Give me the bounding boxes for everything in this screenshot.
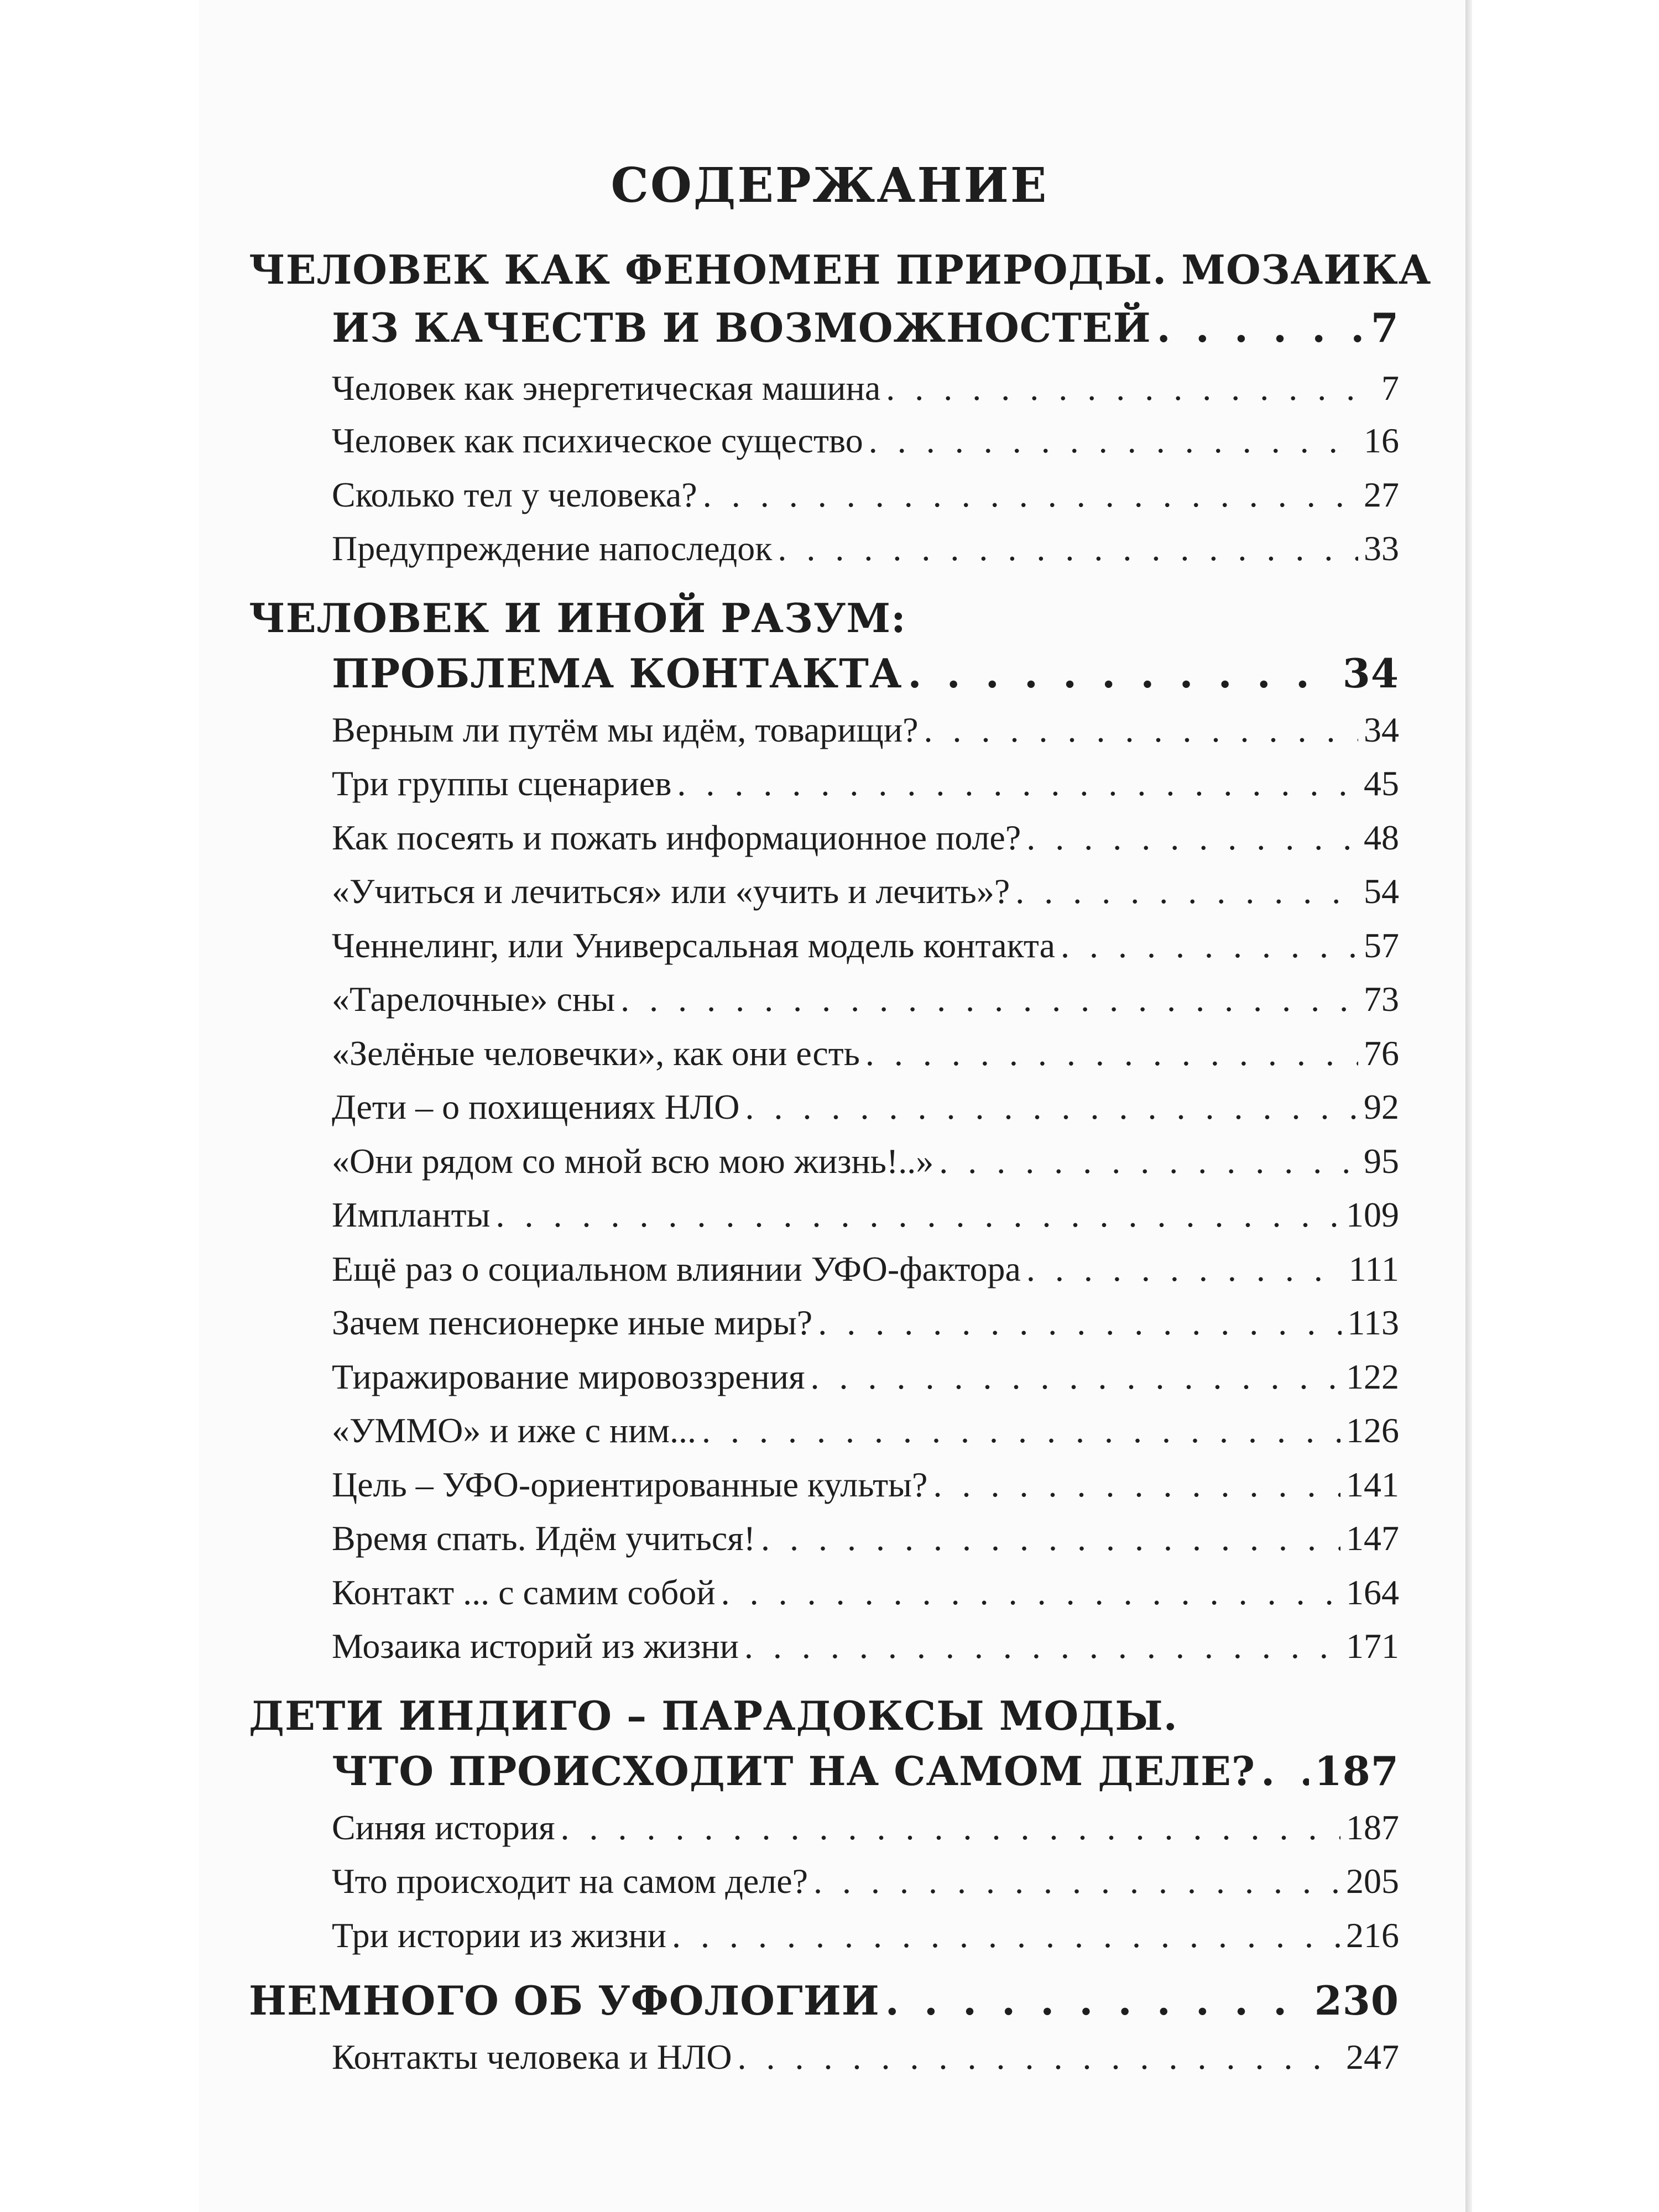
toc-entry [332,1464,1399,1505]
toc-entry-page: 34 [1364,710,1399,749]
dot-leader [738,2037,1340,2078]
dot-leader [1261,1747,1309,1794]
chapter-2-title-line1 [249,594,1399,641]
toc-entry [332,2037,1399,2078]
toc-entry-title: Мозаика историй из жизни [332,1626,739,1666]
toc-entry-title: Время спать. Идём учиться! [332,1519,756,1558]
toc-entry-page: 122 [1346,1357,1399,1396]
toc-entry-page: 73 [1364,979,1399,1019]
toc-entry [332,709,1399,750]
dot-leader [496,1194,1340,1235]
toc-entry-title: Верным ли путём мы идём, товарищи? [332,710,919,749]
toc-entry-title: «Зелёные человечки», как они есть [332,1034,860,1073]
dot-leader [745,1087,1358,1128]
toc-entry-page: 126 [1346,1411,1399,1450]
toc-entry-title: Что происходит на самом деле? [332,1861,808,1901]
toc-entry [332,528,1399,569]
toc-entry-title: Синяя история [332,1808,555,1847]
toc-entry [332,925,1399,966]
toc-entry [332,1915,1399,1956]
dot-leader [561,1807,1340,1848]
toc-entry-title: Человек как энергетическая машина [332,368,881,408]
toc-entry-page: 7 [1381,368,1399,408]
toc-entry-page: 33 [1364,529,1399,568]
toc-entry-page: 48 [1364,818,1399,857]
dot-leader [721,1572,1340,1613]
toc-entry-chapter-1 [332,304,1399,351]
toc-entry-page: 111 [1348,1249,1399,1288]
dot-leader [620,979,1358,1020]
toc-entry-title: «Учиться и лечиться» или «учить и лечить»? [332,872,1010,911]
dot-leader [1026,817,1358,858]
toc-entry [332,1194,1399,1235]
toc-entry-title: ЧЕЛОВЕК И ИНОЙ РАЗУМ: [249,594,906,641]
dot-leader [939,1141,1358,1182]
toc-entry-page: 164 [1346,1573,1399,1612]
toc-entry [332,1033,1399,1074]
dot-leader [1157,304,1365,351]
toc-entry-title: ДЕТИ ИНДИГО – ПАРАДОКСЫ МОДЫ. [249,1692,1178,1739]
toc-entry-title: Ещё раз о социальном влиянии УФО-фактора [332,1249,1021,1288]
toc-entry [332,474,1399,515]
toc-entry [332,1410,1399,1451]
toc-entry [332,979,1399,1020]
chapter-1-title-line1 [249,246,1432,293]
toc-entry-page: 45 [1364,764,1399,803]
toc-entry-title: «Они рядом со мной всю мою жизнь!..» [332,1141,934,1181]
dot-leader [778,528,1358,569]
toc-entry-title: Импланты [332,1195,491,1234]
toc-entry [332,1249,1399,1290]
toc-entry-title: Цель – УФО-ориентированные культы? [332,1465,928,1504]
toc-entry [332,1861,1399,1902]
dot-leader [818,1302,1342,1343]
dot-leader [924,709,1358,750]
toc-entry-chapter-4 [249,1977,1399,2024]
toc-entry-title: ИЗ КАЧЕСТВ И ВОЗМОЖНОСТЕЙ [332,304,1151,351]
toc-entry-title: Сколько тел у человека? [332,475,697,514]
toc-entry-title: Зачем пенсионерке иные миры? [332,1303,813,1342]
toc-entry [332,817,1399,858]
dot-leader [885,1977,1309,2024]
toc-entry-title: Контакты человека и НЛО [332,2037,732,2077]
toc-entry-title: Человек как психическое существо [332,421,863,460]
toc-entry-page: 187 [1346,1808,1399,1847]
page-title: СОДЕРЖАНИЕ [611,158,1048,213]
toc-entry-page: 95 [1364,1141,1399,1181]
toc-entry-page: 187 [1314,1747,1399,1794]
toc-entry-page: 205 [1346,1861,1399,1901]
toc-entry-page: 247 [1346,2037,1399,2077]
toc-entry [332,871,1399,912]
toc-entry-title: НЕМНОГО ОБ УФОЛОГИИ [249,1977,880,2024]
toc-entry-title: ЧЕЛОВЕК КАК ФЕНОМЕН ПРИРОДЫ. МОЗАИКА [249,246,1432,293]
toc-entry-page: 216 [1346,1916,1399,1955]
toc-entry-title: Дети – о похищениях НЛО [332,1087,740,1126]
dot-leader [886,368,1376,409]
toc-entry-page: 230 [1314,1977,1399,2024]
toc-entry-page: 76 [1364,1034,1399,1073]
toc-entry [332,763,1399,804]
toc-entry-chapter-2 [332,650,1399,697]
toc-entry [332,1807,1399,1848]
toc-entry [332,420,1399,461]
dot-leader [813,1861,1340,1902]
toc-entry-chapter-3 [332,1747,1399,1794]
toc-entry [332,1141,1399,1182]
toc-entry-title: ЧТО ПРОИСХОДИТ НА САМОМ ДЕЛЕ? [332,1747,1256,1794]
toc-entry [332,1302,1399,1343]
toc-entry-title: ПРОБЛЕМА КОНТАКТА [332,650,902,697]
toc-entry-title: «Тарелочные» сны [332,979,615,1019]
dot-leader [703,474,1358,515]
toc-entry [332,1357,1399,1397]
toc-entry-page: 34 [1342,650,1399,697]
toc-entry [332,1572,1399,1613]
dot-leader [672,1915,1340,1956]
toc-entry-page: 171 [1346,1626,1399,1666]
dot-leader [1061,925,1358,966]
toc-entry-title: Как посеять и пожать информационное поле? [332,818,1021,857]
toc-entry-page: 141 [1346,1465,1399,1504]
toc-entry-title: «УММО» и иже с ним... [332,1411,697,1450]
toc-entry-page: 113 [1347,1303,1399,1342]
toc-entry-title: Предупреждение напоследок [332,529,773,568]
dot-leader [677,763,1358,804]
toc-entry-page: 147 [1346,1519,1399,1558]
toc-entry [332,1087,1399,1128]
chapter-3-title-line1 [249,1692,1399,1739]
dot-leader [933,1464,1340,1505]
toc-entry [332,1518,1399,1559]
dot-leader [702,1410,1340,1451]
toc-entry-title: Три группы сценариев [332,764,672,803]
toc-entry-page: 16 [1364,421,1399,460]
toc-entry [332,1626,1399,1667]
dot-leader [744,1626,1340,1667]
dot-leader [811,1357,1340,1397]
toc-entry-title: Контакт ... с самим собой [332,1573,716,1612]
dot-leader [865,1033,1358,1074]
dot-leader [1026,1249,1343,1290]
toc-entry-page: 27 [1364,475,1399,514]
dot-leader [869,420,1358,461]
toc-entry-title: Тиражирование мировоззрения [332,1357,805,1396]
toc-entry-page: 109 [1346,1195,1399,1234]
toc-entry-page: 57 [1364,926,1399,965]
toc-entry [332,368,1399,409]
toc-entry-page: 54 [1364,872,1399,911]
dot-leader [1015,871,1358,912]
dot-leader [761,1518,1340,1559]
dot-leader [908,650,1337,697]
toc-entry-page: 92 [1364,1087,1399,1126]
toc-entry-page: 7 [1370,304,1399,351]
toc-entry-title: Три истории из жизни [332,1916,666,1955]
toc-entry-title: Ченнелинг, или Универсальная модель контакта [332,926,1056,965]
